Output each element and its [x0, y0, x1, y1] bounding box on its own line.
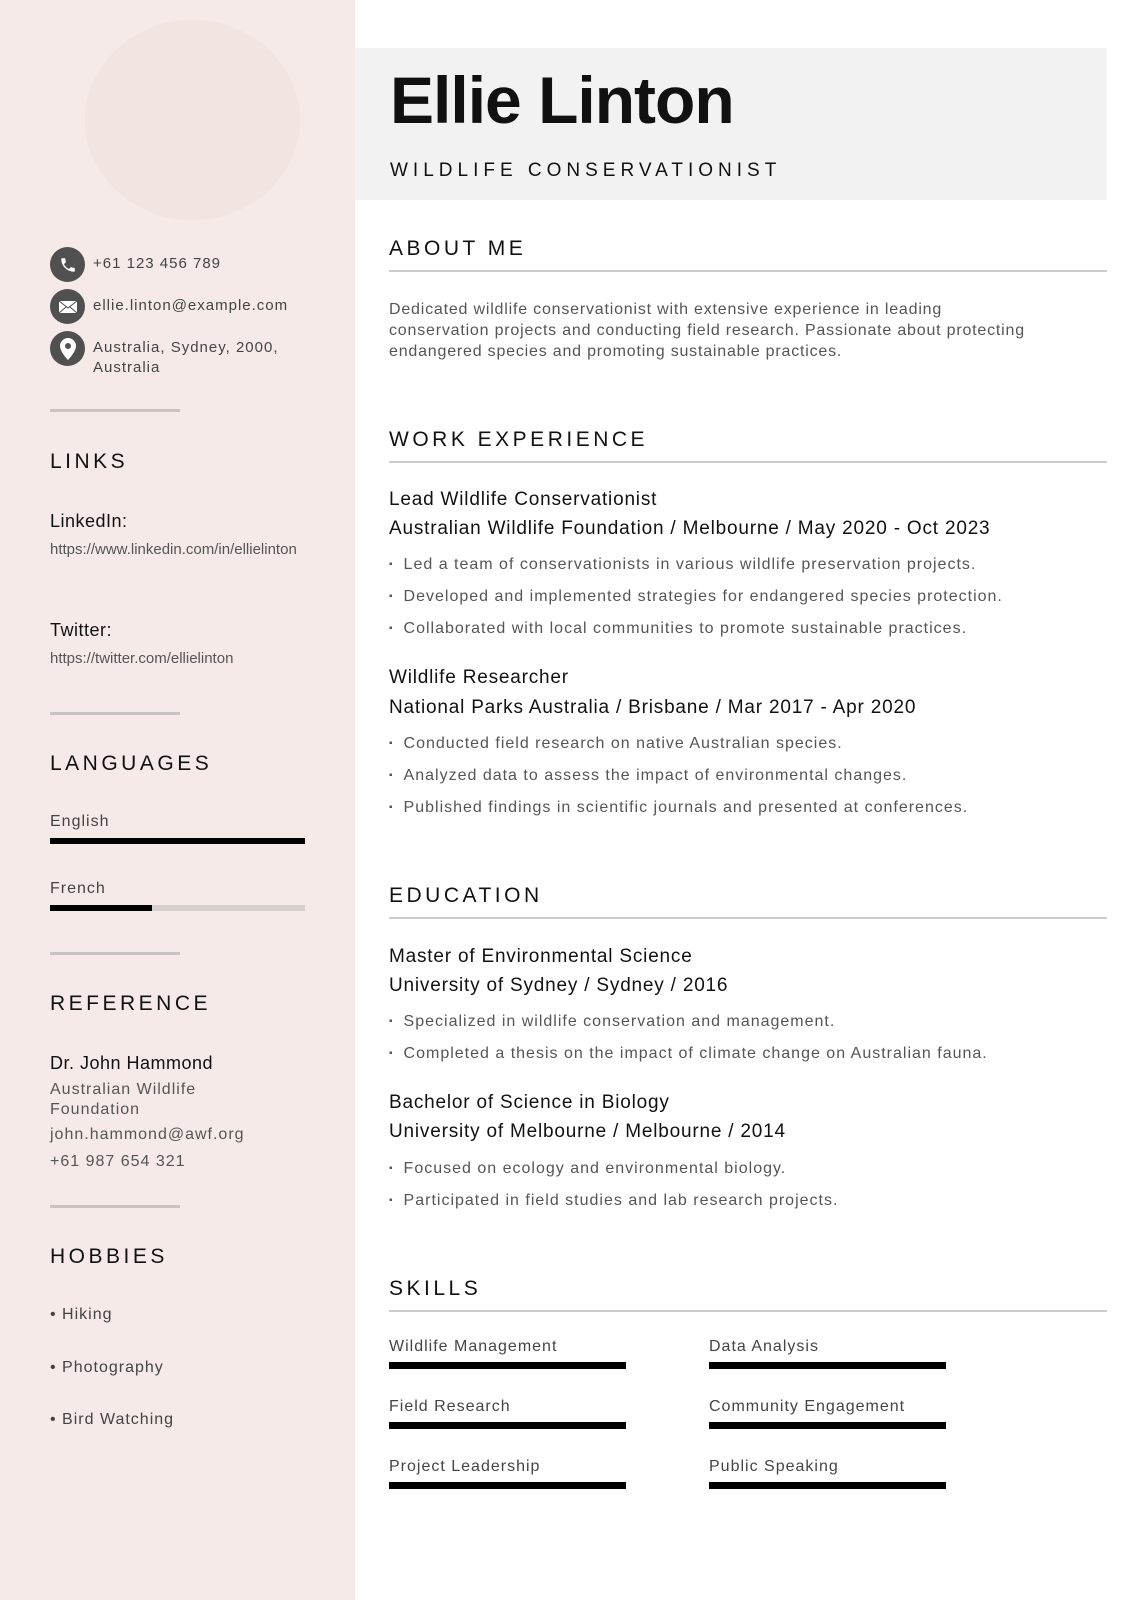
hobby-item: • Hiking [50, 1306, 113, 1323]
contact-email[interactable]: ellie.linton@example.com [93, 297, 289, 314]
skill-name: Project Leadership [389, 1458, 541, 1475]
skill-bar [389, 1422, 626, 1429]
divider [50, 952, 180, 955]
divider [50, 409, 180, 412]
about-heading: ABOUT ME [389, 237, 527, 260]
language-bar-fill [50, 838, 305, 844]
name-heading: Ellie Linton [390, 63, 734, 137]
language-bar-fill [50, 905, 152, 911]
divider [50, 712, 180, 715]
contact-address: Australia, Sydney, 2000, Australia [93, 339, 279, 376]
skill-name: Wildlife Management [389, 1338, 558, 1355]
links-heading: LINKS [50, 450, 129, 473]
bullet: ▪ Focused on ecology and environmental biology. [389, 1160, 786, 1178]
skill-bar [389, 1482, 626, 1489]
school: University of Melbourne / Melbourne / 2014 [389, 1121, 786, 1142]
divider [389, 461, 1107, 463]
languages-heading: LANGUAGES [50, 752, 213, 775]
bullet: ▪ Conducted field research on native Australian species. [389, 735, 843, 753]
divider [389, 270, 1107, 272]
language-bar-french [50, 905, 305, 911]
phone-icon [50, 247, 85, 282]
reference-heading: REFERENCE [50, 992, 212, 1015]
bullet: ▪ Completed a thesis on the impact of climate change on Australian fauna. [389, 1045, 988, 1063]
bullet: ▪ Analyzed data to assess the impact of environmental changes. [389, 767, 907, 785]
skill-bar [389, 1362, 626, 1369]
degree: Bachelor of Science in Biology [389, 1092, 670, 1113]
hobby-label: Hiking [62, 1306, 113, 1323]
hobby-item: • Bird Watching [50, 1411, 175, 1428]
job-title: Lead Wildlife Conservationist [389, 489, 658, 510]
skill-bar [709, 1422, 946, 1429]
bullet: ▪ Collaborated with local communities to promote sustainable practices. [389, 620, 967, 638]
skill-item [389, 1458, 626, 1489]
education-heading: EDUCATION [389, 884, 543, 907]
skill-bar [709, 1362, 946, 1369]
about-text: Dedicated wildlife conservationist with extensive experience in leading conservation projects and conducting field research. Passionate about protecting endangered species and promoting sustainable practices. [389, 301, 1025, 360]
divider [389, 1310, 1107, 1312]
skill-bar [709, 1482, 946, 1489]
hobby-label: Photography [62, 1359, 164, 1376]
linkedin-label: LinkedIn: [50, 511, 128, 531]
skill-name: Field Research [389, 1398, 511, 1415]
twitter-label: Twitter: [50, 620, 113, 640]
bullet: ▪ Specialized in wildlife conservation and management. [389, 1013, 835, 1031]
skill-item [709, 1338, 946, 1369]
reference-email[interactable]: john.hammond@awf.org [50, 1126, 245, 1143]
language-bar-english [50, 838, 305, 844]
bullet: ▪ Participated in field studies and lab research projects. [389, 1192, 838, 1210]
hobbies-heading: HOBBIES [50, 1245, 168, 1268]
divider [389, 917, 1107, 919]
divider [50, 1205, 180, 1208]
hobby-label: Bird Watching [62, 1411, 175, 1428]
location-icon [50, 331, 85, 366]
job-title: WILDLIFE CONSERVATIONIST [390, 160, 782, 181]
hobby-item: • Photography [50, 1359, 164, 1376]
skill-item [389, 1398, 626, 1429]
reference-phone: +61 987 654 321 [50, 1153, 186, 1170]
degree: Master of Environmental Science [389, 946, 693, 967]
skill-name: Public Speaking [709, 1458, 839, 1475]
language-name: English [50, 813, 110, 830]
job-org: Australian Wildlife Foundation / Melbourne / May 2020 - Oct 2023 [389, 518, 991, 539]
bullet: ▪ Published findings in scientific journals and presented at conferences. [389, 799, 968, 817]
bullet: ▪ Led a team of conservationists in various wildlife preservation projects. [389, 556, 976, 574]
profile-photo [85, 20, 300, 220]
work-heading: WORK EXPERIENCE [389, 428, 649, 451]
twitter-link[interactable]: https://twitter.com/ellielinton [50, 650, 234, 667]
skill-item [709, 1398, 946, 1429]
contact-phone: +61 123 456 789 [93, 255, 222, 272]
linkedin-link[interactable]: https://www.linkedin.com/in/ellielinton [50, 541, 297, 558]
skill-name: Data Analysis [709, 1338, 819, 1355]
skills-heading: SKILLS [389, 1277, 482, 1300]
job-title: Wildlife Researcher [389, 667, 569, 688]
reference-org: Australian Wildlife Foundation [50, 1081, 197, 1118]
email-icon [50, 289, 85, 324]
school: University of Sydney / Sydney / 2016 [389, 975, 729, 996]
skill-item [389, 1338, 626, 1369]
skill-item [709, 1458, 946, 1489]
skill-name: Community Engagement [709, 1398, 906, 1415]
reference-name: Dr. John Hammond [50, 1053, 214, 1073]
bullet: ▪ Developed and implemented strategies for endangered species protection. [389, 588, 1003, 606]
language-name: French [50, 880, 106, 897]
job-org: National Parks Australia / Brisbane / Mar 2017 - Apr 2020 [389, 697, 917, 718]
